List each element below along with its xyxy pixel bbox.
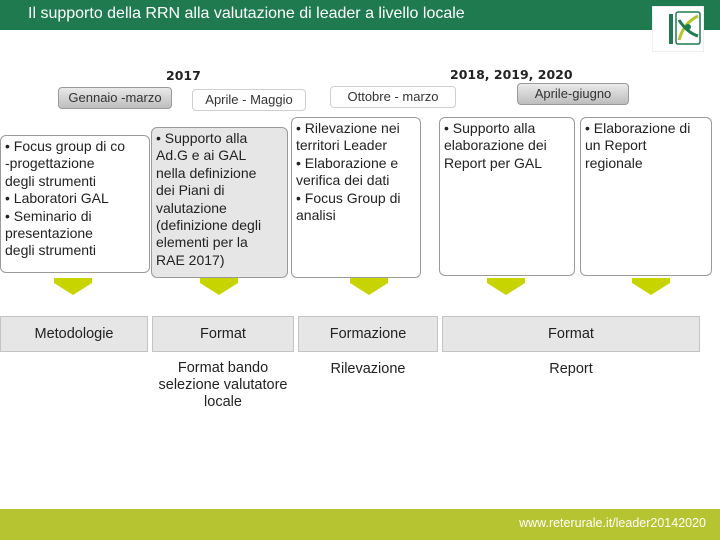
activity-item: verifica dei dati (296, 172, 390, 189)
activity-item: • Elaborazione e (296, 154, 399, 171)
activity-item: analisi (296, 207, 336, 224)
table-cell-metodologie: Metodologie (0, 316, 148, 352)
down-arrow-icon (632, 278, 670, 296)
page-title: Il supporto della RRN alla valutazione di leader a livello locale (28, 5, 465, 22)
activity-item: degli strumenti (5, 172, 97, 189)
down-arrow-icon (54, 278, 92, 296)
activity-item: • Supporto alla (156, 130, 248, 146)
activity-item: regionale (585, 154, 643, 171)
period-ottobre-marzo: Ottobre - marzo (330, 86, 456, 108)
activity-item: elaborazione dei (444, 137, 547, 154)
activity-item: un Report (585, 137, 647, 154)
table-cell-rilevazione: Rilevazione (330, 360, 406, 377)
activity-item: • Focus Group di (296, 189, 401, 206)
activity-box-2 (151, 127, 288, 278)
activity-box-4 (439, 117, 575, 276)
activity-box-3 (291, 117, 421, 278)
activity-item: • Seminario di (5, 207, 92, 224)
activity-item: • Focus group di co (5, 138, 126, 154)
leader-logo-icon (652, 6, 704, 52)
period-aprile-giugno: Aprile-giugno (517, 83, 629, 105)
activity-box-5 (580, 117, 712, 276)
activity-item: degli strumenti (5, 242, 97, 259)
activity-item: • Elaborazione di (585, 120, 691, 136)
table-cell-format: Format (152, 316, 294, 352)
table-cell-formazione: Formazione (298, 316, 438, 352)
activity-item: nella definizione (156, 164, 257, 181)
activity-item: elementi per la (156, 234, 248, 251)
activity-item: (definizione degli (156, 217, 262, 234)
activity-item: -progettazione (5, 155, 95, 172)
period-gennaio-marzo: Gennaio -marzo (58, 87, 172, 109)
footer-bar (0, 509, 720, 540)
period-aprile-maggio: Aprile - Maggio (192, 89, 306, 111)
table-cell-report: Report (549, 360, 593, 377)
activity-item: Report per GAL (444, 154, 543, 171)
activity-item: • Laboratori GAL (5, 190, 109, 207)
table-cell-format-2: Format (442, 316, 700, 352)
table-cell-format-bando: Format bando selezione valutatore locale (158, 359, 288, 410)
activity-item: presentazione (5, 225, 93, 242)
year-label-2018-2020: 2018, 2019, 2020 (450, 67, 573, 82)
year-label-2017: 2017 (166, 68, 201, 83)
activity-item: dei Piani di (156, 182, 225, 199)
down-arrow-icon (487, 278, 525, 296)
activity-box-1 (0, 135, 150, 273)
activity-item: territori Leader (296, 137, 388, 154)
activity-item: valutazione (156, 199, 227, 216)
down-arrow-icon (200, 278, 238, 296)
footer-url: www.reterurale.it/leader20142020 (519, 516, 706, 530)
activity-item: Ad.G e ai GAL (156, 147, 247, 164)
title-bar (0, 0, 720, 30)
activity-item: • Supporto alla (444, 120, 536, 136)
activity-item: RAE 2017) (156, 251, 225, 268)
down-arrow-icon (350, 278, 388, 296)
activity-item: • Rilevazione nei (296, 120, 400, 136)
